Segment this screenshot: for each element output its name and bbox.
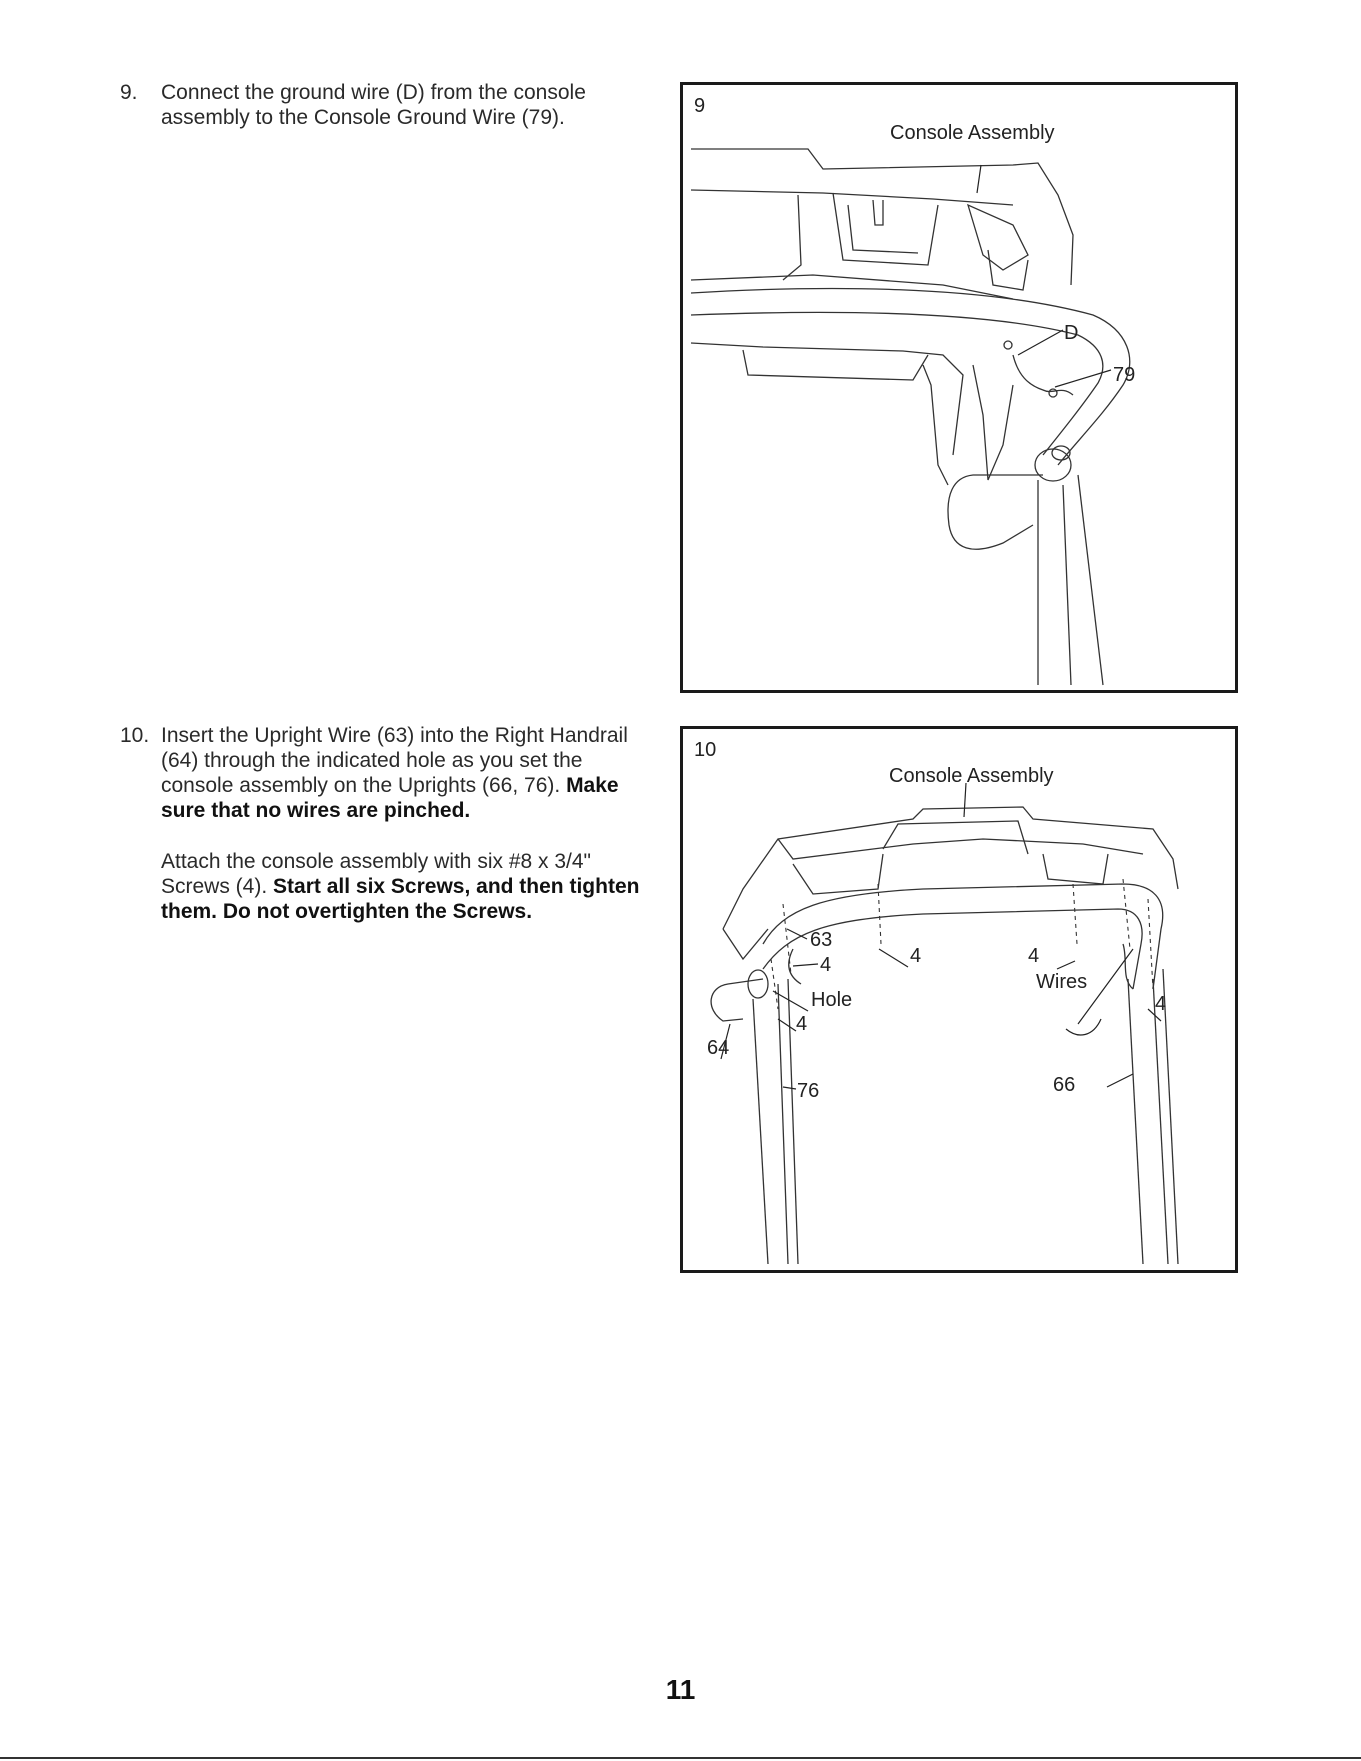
figure-10-upright-wire-label: 63 (810, 929, 833, 951)
step-10 (120, 723, 640, 943)
step-10-paragraph-1 (161, 723, 640, 823)
figure-10-upright-right-label: 66 (1053, 1074, 1076, 1096)
step-10-instruction-2: Attach the console assembly with six #8 x 3/4" Screws (4). (161, 850, 591, 898)
figure-10-wires-label: Wires (1036, 971, 1088, 993)
step-9-number: 9. (120, 81, 138, 104)
step-10-paragraph-2 (161, 849, 640, 924)
figure-10-screw-label-e: 4 (1155, 993, 1167, 1015)
figure-10-hole-label: Hole (811, 989, 853, 1011)
figure-9-ground-wire-label: 79 (1113, 364, 1136, 386)
figure-9-console-label: Console Assembly (890, 122, 1055, 144)
figure-10 (680, 726, 1238, 1273)
figure-9-wire-d-label: D (1064, 322, 1079, 344)
figure-10-console-label: Console Assembly (889, 765, 1054, 787)
step-10-instruction-1: Insert the Upright Wire (63) into the Right Handrail (64) through the indicated hole as you set the console assembly on the Uprights (66, 76). (161, 724, 628, 797)
figure-9 (680, 82, 1238, 693)
step-9-instruction: Connect the ground wire (D) from the console assembly to the Console Ground Wire (79). (161, 81, 586, 129)
step-9 (120, 80, 640, 149)
figure-10-screw-label-d: 4 (1028, 945, 1040, 967)
page-number: 11 (665, 1674, 696, 1705)
figure-10-handrail-label: 64 (707, 1037, 730, 1059)
figure-9-number: 9 (694, 95, 706, 117)
bottom-rule (0, 1757, 1361, 1759)
figure-10-screw-label-c: 4 (910, 945, 922, 967)
figure-10-number: 10 (694, 739, 717, 761)
figure-10-screw-label-a: 4 (820, 954, 832, 976)
figure-10-drawing (683, 729, 1235, 1270)
figure-10-upright-left-label: 76 (797, 1080, 820, 1102)
step-10-warning-1: Make sure that no wires are pinched. (161, 774, 619, 822)
figure-9-drawing (683, 85, 1235, 690)
step-10-warning-2: Start all six Screws, and then tighten them. Do not overtighten the Screws. (161, 875, 640, 923)
figure-10-screw-label-b: 4 (796, 1013, 808, 1035)
step-10-number: 10. (120, 724, 150, 747)
